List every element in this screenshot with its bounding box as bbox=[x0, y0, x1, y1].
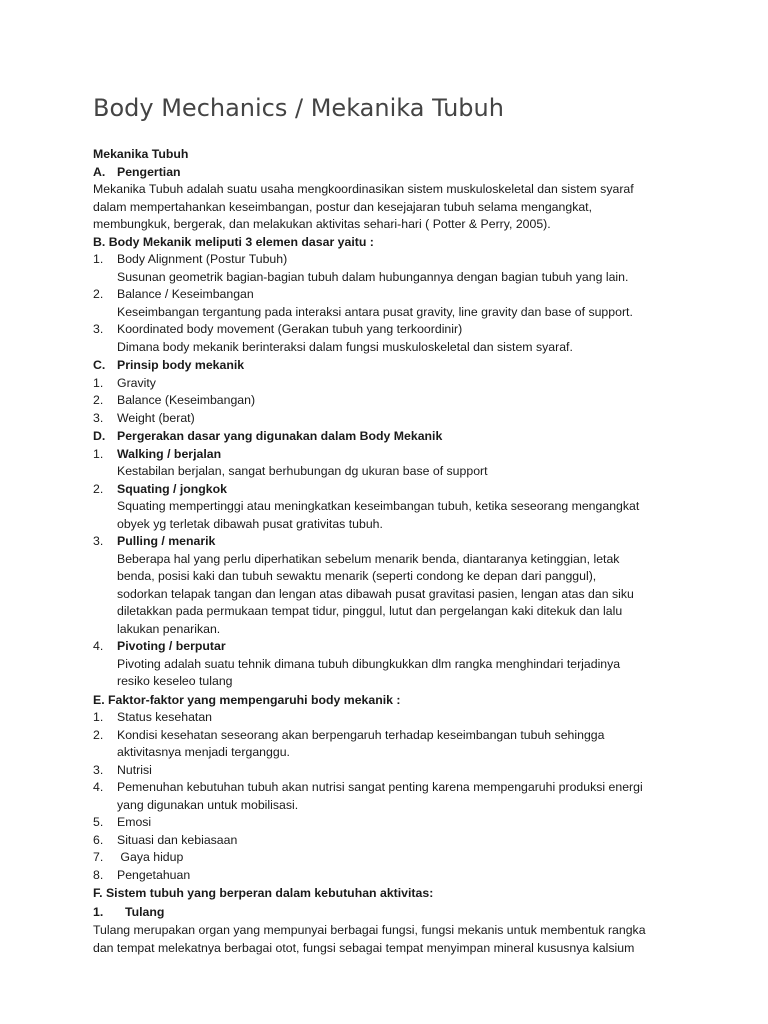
section-title: Pergerakan dasar yang digunakan dalam Body Mekanik bbox=[117, 429, 443, 443]
list-text: Status kesehatan bbox=[117, 710, 213, 724]
list-detail: sodorkan telapak tangan dan lengan atas dibawah pusat gravitasi pasien, lengan atas dan siku bbox=[117, 586, 634, 601]
list-number: 1. bbox=[93, 904, 104, 919]
page-title: Body Mechanics / Mekanika Tubuh bbox=[93, 94, 504, 122]
document-body bbox=[93, 146, 683, 957]
list-detail: yang digunakan untuk mobilisasi. bbox=[117, 797, 299, 812]
list-text: Tulang bbox=[125, 904, 165, 919]
paragraph-line: dan tempat melekatnya berbagai otot, fungsi sebagai tempat menyimpan mineral kususnya kalsium bbox=[93, 940, 635, 955]
list-text: Gaya hidup bbox=[117, 850, 184, 864]
list-text: Kondisi kesehatan seseorang akan berpengaruh terhadap keseimbangan tubuh sehingga bbox=[117, 727, 605, 742]
list-text: Koordinated body movement (Gerakan tubuh yang terkoordinir) bbox=[117, 322, 463, 336]
list-number: 4. bbox=[93, 780, 104, 794]
list-detail: diletakkan pada permukaan tempat tidur, pinggul, lutut dan pergelangan kaki ditekuk dan lalu bbox=[117, 604, 623, 618]
list-detail: Keseimbangan tergantung pada interaksi antara pusat gravity, line gravity dan base of support. bbox=[117, 304, 633, 319]
list-number: 1. bbox=[93, 710, 104, 724]
list-text: Gravity bbox=[117, 375, 156, 390]
section-d-heading bbox=[93, 428, 683, 446]
list-item bbox=[93, 727, 683, 745]
section-e-heading: E. Faktor-faktor yang mempengaruhi body mekanik : bbox=[93, 692, 401, 707]
list-number: 2. bbox=[93, 287, 104, 301]
list-text: Situasi dan kebiasaan bbox=[117, 832, 238, 847]
section-marker: D. bbox=[93, 429, 106, 443]
section-c-heading bbox=[93, 357, 683, 375]
section-heading: Mekanika Tubuh bbox=[93, 147, 189, 161]
list-text: Pengetahuan bbox=[117, 867, 191, 882]
list-item bbox=[93, 446, 683, 464]
list-text: Body Alignment (Postur Tubuh) bbox=[117, 252, 288, 266]
list-number: 2. bbox=[93, 727, 104, 742]
list-item bbox=[93, 321, 683, 339]
list-number: 3. bbox=[93, 322, 104, 336]
list-number: 4. bbox=[93, 639, 104, 653]
list-text: Weight (berat) bbox=[117, 410, 195, 425]
section-a-heading bbox=[93, 164, 683, 182]
list-text: Pemenuhan kebutuhan tubuh akan nutrisi sangat penting karena mempengaruhi produksi energi bbox=[117, 780, 643, 794]
list-number: 1. bbox=[93, 252, 104, 266]
list-item bbox=[93, 904, 683, 922]
list-text: Pulling / menarik bbox=[117, 534, 216, 548]
list-detail: Dimana body mekanik berinteraksi dalam fungsi muskuloskeletal dan sistem syaraf. bbox=[117, 339, 573, 354]
list-text: Walking / berjalan bbox=[117, 446, 222, 461]
list-number: 1. bbox=[93, 375, 104, 390]
list-detail: Kestabilan berjalan, sangat berhubungan dg ukuran base of support bbox=[117, 464, 488, 478]
list-item bbox=[93, 867, 683, 885]
list-detail: lakukan penarikan. bbox=[117, 621, 221, 636]
section-b-heading: B. Body Mekanik meliputi 3 elemen dasar yaitu : bbox=[93, 234, 374, 249]
list-item bbox=[93, 375, 683, 393]
list-number: 2. bbox=[93, 393, 104, 407]
section-title: Prinsip body mekanik bbox=[117, 358, 245, 372]
list-detail: resiko keseleo tulang bbox=[117, 674, 233, 688]
paragraph-line: Tulang merupakan organ yang mempunyai berbagai fungsi, fungsi mekanis untuk membentuk rangka bbox=[93, 923, 646, 937]
list-item bbox=[93, 638, 683, 656]
list-number: 3. bbox=[93, 410, 104, 425]
list-text: Squating / jongkok bbox=[117, 481, 227, 496]
list-item bbox=[93, 533, 683, 551]
list-number: 7. bbox=[93, 850, 104, 864]
list-number: 6. bbox=[93, 832, 104, 847]
list-item bbox=[93, 251, 683, 269]
list-detail: Beberapa hal yang perlu diperhatikan sebelum menarik benda, diantaranya ketinggian, letak bbox=[117, 551, 620, 566]
list-number: 3. bbox=[93, 762, 104, 777]
list-detail: obyek yg terletak dibawah pusat grativitas tubuh. bbox=[117, 516, 383, 531]
section-marker: A. bbox=[93, 164, 106, 179]
list-item bbox=[93, 849, 683, 867]
list-item bbox=[93, 762, 683, 780]
list-item bbox=[93, 814, 683, 832]
definition-line: dalam mempertahankan keseimbangan, postur dan kesejajaran tubuh selama mengangkat, bbox=[93, 199, 593, 214]
section-title: Pengertian bbox=[117, 164, 181, 179]
list-detail: Susunan geometrik bagian-bagian tubuh dalam hubungannya dengan bagian tubuh yang lain. bbox=[117, 269, 629, 284]
list-item bbox=[93, 392, 683, 410]
list-number: 3. bbox=[93, 534, 104, 548]
list-item bbox=[93, 779, 683, 797]
list-detail: Squating mempertinggi atau meningkatkan keseimbangan tubuh, ketika seseorang mengangkat bbox=[117, 499, 640, 513]
list-text: Pivoting / berputar bbox=[117, 639, 226, 653]
definition-line: membungkuk, bergerak, dan melakukan aktivitas sehari-hari ( Potter & Perry, 2005). bbox=[93, 217, 551, 231]
list-number: 8. bbox=[93, 867, 104, 882]
list-detail: aktivitasnya menjadi terganggu. bbox=[117, 745, 290, 759]
list-item bbox=[93, 410, 683, 428]
list-item bbox=[93, 286, 683, 304]
list-text: Nutrisi bbox=[117, 762, 152, 777]
list-detail: benda, posisi kaki dan tubuh sewaktu menarik (seperti condong ke depan dari panggul), bbox=[117, 569, 597, 583]
list-item bbox=[93, 832, 683, 850]
list-text: Balance (Keseimbangan) bbox=[117, 393, 256, 407]
list-number: 2. bbox=[93, 481, 104, 496]
list-item bbox=[93, 709, 683, 727]
list-number: 1. bbox=[93, 446, 104, 461]
list-detail: Pivoting adalah suatu tehnik dimana tubuh dibungkukkan dlm rangka menghindari terjadinya bbox=[117, 656, 621, 671]
section-f-heading: F. Sistem tubuh yang berperan dalam kebutuhan aktivitas: bbox=[93, 886, 434, 900]
section-marker: C. bbox=[93, 358, 106, 372]
definition-line: Mekanika Tubuh adalah suatu usaha mengkoordinasikan sistem muskuloskeletal dan sistem syaraf bbox=[93, 182, 634, 196]
list-text: Balance / Keseimbangan bbox=[117, 287, 254, 301]
list-item bbox=[93, 481, 683, 499]
list-number: 5. bbox=[93, 815, 104, 829]
list-text: Emosi bbox=[117, 815, 152, 829]
